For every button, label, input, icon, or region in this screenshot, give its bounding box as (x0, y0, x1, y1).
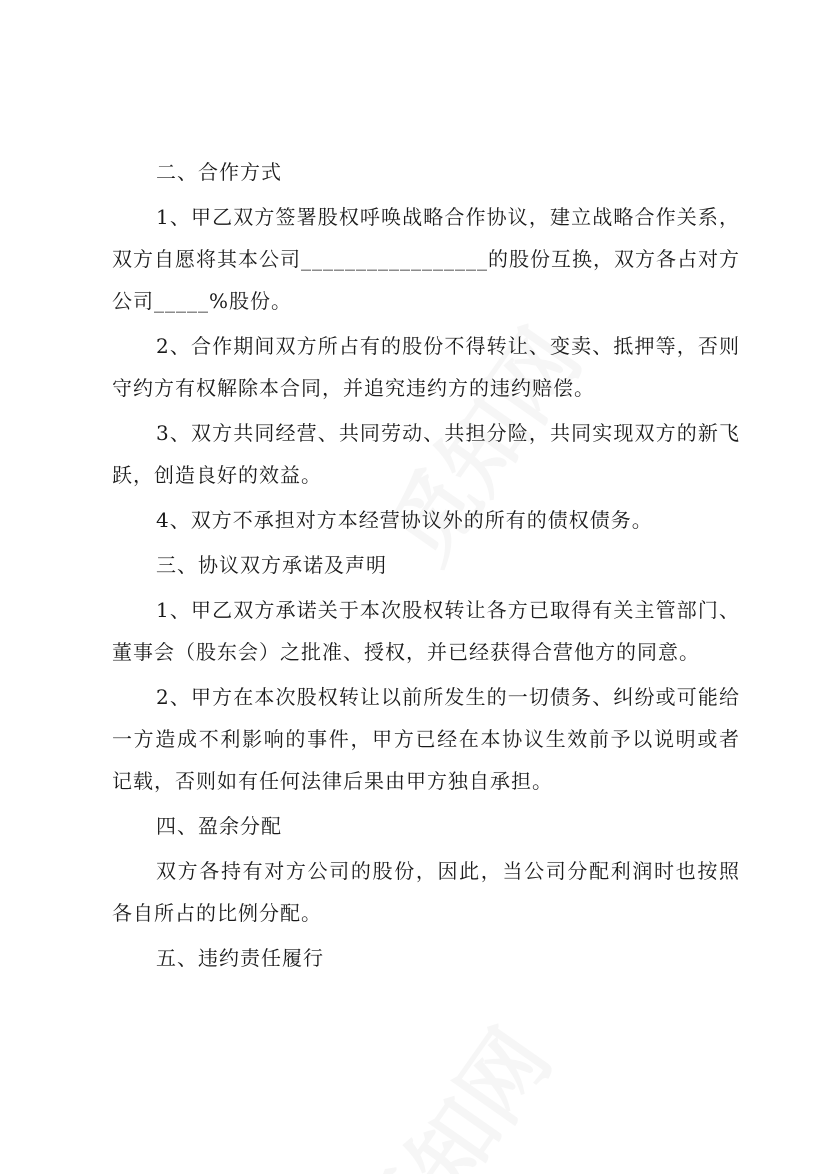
section-heading-profit-distribution: 四、盈余分配 (156, 814, 282, 838)
section-heading-cooperation-method: 二、合作方式 (156, 160, 282, 184)
paragraph: 双方各持有对方公司的股份，因此，当公司分配利润时也按照各自所占的比例分配。 (112, 859, 740, 925)
document-body (112, 151, 740, 982)
section-heading-commitments: 三、协议双方承诺及声明 (156, 553, 387, 577)
paragraph: 3、双方共同经营、共同劳动、共担分险，共同实现双方的新飞跃，创造良好的效益。 (112, 421, 740, 487)
paragraph: 2、甲方在本次股权转让以前所发生的一切债务、纠纷或可能给一方造成不利影响的事件，甲方已经在本协议生效前予以说明或者记载，否则如有任何法律后果由甲方独自承担。 (112, 685, 740, 793)
section-heading-liability: 五、违约责任履行 (156, 946, 324, 970)
paragraph: 1、甲乙双方承诺关于本次股权转让各方已取得有关主管部门、董事会（股东会）之批准、授权，并已经获得合营他方的同意。 (112, 598, 740, 664)
paragraph: 1、甲乙双方签署股权呼唤战略合作协议，建立战略合作关系，双方自愿将其本公司_________________的股份互换，双方各占对方公司_____%股份。 (112, 205, 740, 313)
watermark (324, 1001, 574, 1174)
paragraph: 2、合作期间双方所占有的股份不得转让、变卖、抵押等，否则守约方有权解除本合同，并追究违约方的违约赔偿。 (112, 334, 740, 400)
paragraph: 4、双方不承担对方本经营协议外的所有的债权债务。 (156, 508, 653, 532)
